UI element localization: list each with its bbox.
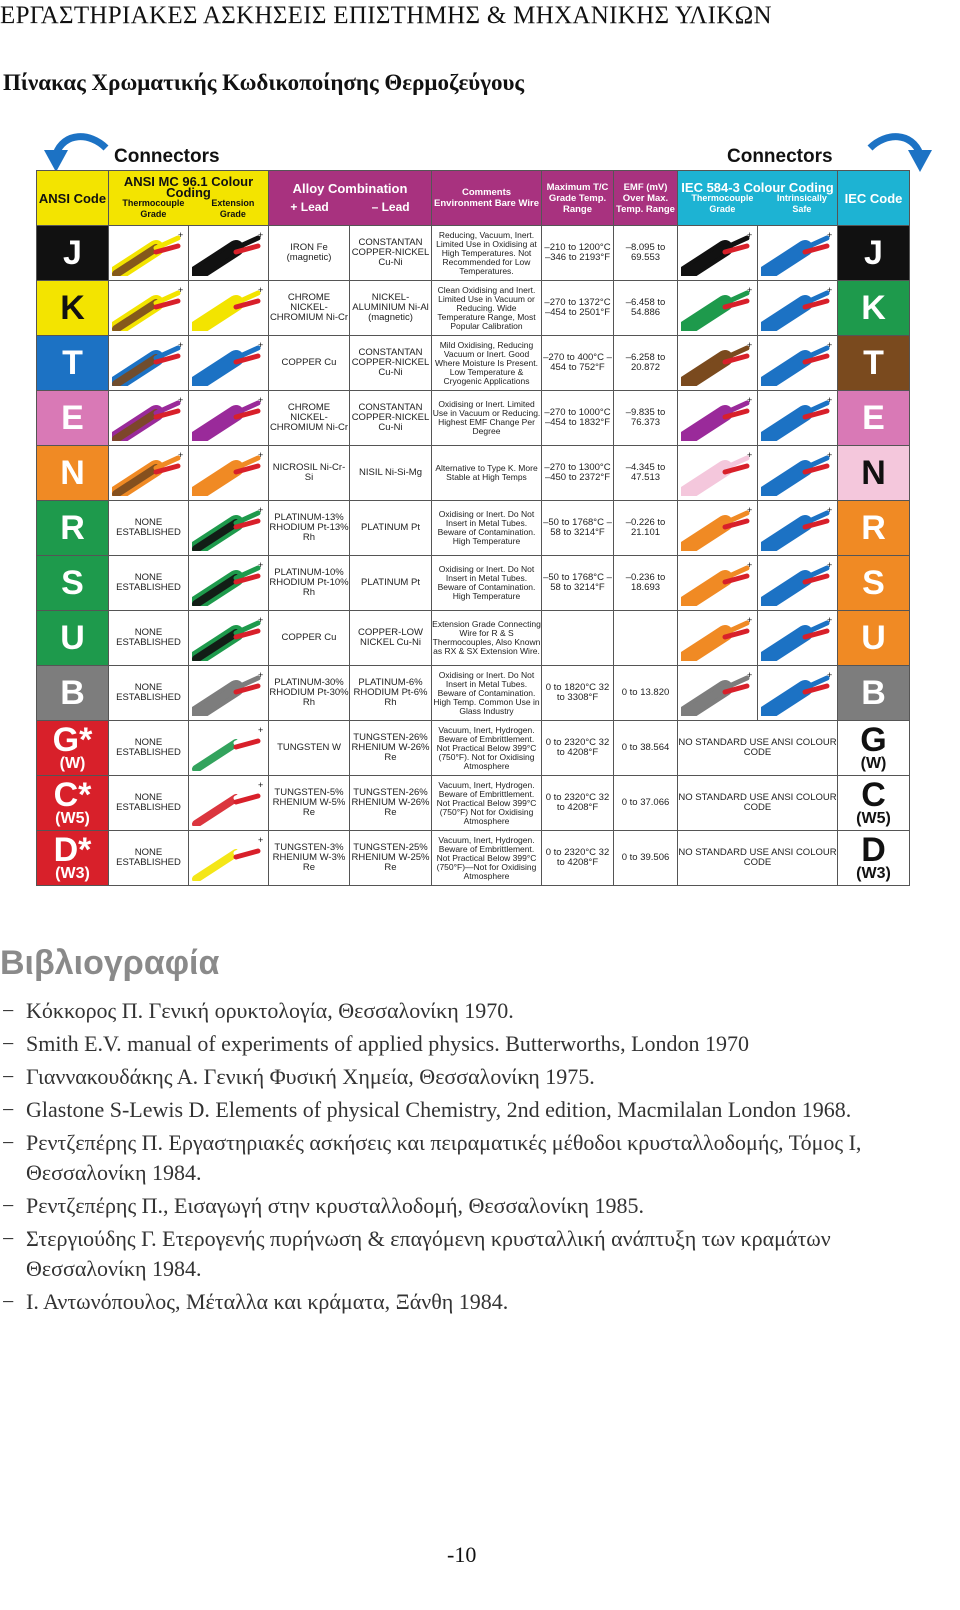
positive-lead-cell: COPPER Cu xyxy=(269,611,350,666)
extension-wire-icon xyxy=(192,835,266,881)
positive-lead-cell: TUNGSTEN-3% RHENIUM W-3% Re xyxy=(269,831,350,886)
svg-text:+: + xyxy=(177,285,183,295)
negative-lead-cell: COPPER-LOW NICKEL Cu-Ni xyxy=(350,611,432,666)
ansi-extension-wire-cell xyxy=(189,226,269,281)
iec-code-cell: R xyxy=(838,501,910,556)
extension-wire-icon xyxy=(192,505,266,551)
no-standard-cell: NO STANDARD USE ANSI COLOUR CODE xyxy=(678,831,838,886)
negative-lead-cell: PLATINUM Pt xyxy=(350,556,432,611)
ansi-code-cell: J xyxy=(37,226,109,281)
negative-lead-cell: NISIL Ni-Si-Mg xyxy=(350,446,432,501)
table-row xyxy=(37,556,910,611)
table-row xyxy=(37,611,910,666)
iec-thermocouple-wire-cell xyxy=(678,611,758,666)
comments-cell: Vacuum, Inert, Hydrogen. Beware of Embrittlement. Not Practical Below 399°C (750°F)—Not for Oxidising Atmosphere xyxy=(432,831,542,886)
ansi-thermocouple-wire-cell xyxy=(109,281,189,336)
svg-text:+: + xyxy=(257,835,263,845)
ansi-thermocouple-wire-cell xyxy=(109,226,189,281)
svg-text:+: + xyxy=(826,340,832,350)
iec-intrinsic-wire-icon xyxy=(761,285,835,331)
table-row xyxy=(37,281,910,336)
ansi-code-cell: R xyxy=(37,501,109,556)
iec-thermocouple-wire-icon xyxy=(681,285,755,331)
iec-intrinsic-wire-icon xyxy=(761,230,835,276)
svg-text:+: + xyxy=(257,670,263,680)
table-row xyxy=(37,721,910,776)
table-row xyxy=(37,831,910,886)
emf-cell: –4.345 to 47.513 xyxy=(614,446,678,501)
no-standard-cell: NO STANDARD USE ANSI COLOUR CODE xyxy=(678,776,838,831)
running-header: ΕΡΓΑΣΤΗΡΙΑΚΕΣ ΑΣΚΗΣΕΙΣ ΕΠΙΣΤΗΜΗΣ & ΜΗΧΑΝΙΚΗΣ ΥΛΙΚΩΝ xyxy=(0,2,772,29)
iec-code-cell: D (W3) xyxy=(838,831,910,886)
iec-intrinsic-wire-icon xyxy=(761,615,835,661)
none-established-cell: NONE ESTABLISHED xyxy=(109,501,189,556)
svg-text:+: + xyxy=(746,505,752,515)
comments-cell: Extension Grade Connecting Wire for R & S Thermocouples, Also Known as RX & SX Extension Wire. xyxy=(432,611,542,666)
comments-cell: Reducing, Vacuum, Inert. Limited Use in Oxidising at High Temperatures. Not Recommended for Low Temperatures. xyxy=(432,226,542,281)
color-code-table xyxy=(36,170,910,886)
ansi-extension-wire-cell xyxy=(189,446,269,501)
thermocouple-wire-icon xyxy=(112,230,186,276)
bibliography-item: − Ρεντζεπέρης Π., Εισαγωγή στην κρυσταλλοδομή, Θεσσαλονίκη 1985. xyxy=(2,1193,645,1218)
none-established-cell: NONE ESTABLISHED xyxy=(109,776,189,831)
extension-wire-icon xyxy=(192,615,266,661)
svg-text:+: + xyxy=(257,230,263,240)
ansi-code-cell: E xyxy=(37,391,109,446)
iec-thermocouple-wire-cell xyxy=(678,556,758,611)
emf-cell: 0 to 39.506 xyxy=(614,831,678,886)
iec-thermocouple-wire-cell xyxy=(678,501,758,556)
ansi-extension-wire-cell xyxy=(189,281,269,336)
emf-cell: –0.226 to 21.101 xyxy=(614,501,678,556)
comments-cell: Mild Oxidising, Reducing Vacuum or Inert. Good Where Moisture Is Present. Low Temperature & Cryogenic Applications xyxy=(432,336,542,391)
emf-cell: –8.095 to 69.553 xyxy=(614,226,678,281)
iec-code-cell: S xyxy=(838,556,910,611)
table-row xyxy=(37,446,910,501)
emf-cell: 0 to 37.066 xyxy=(614,776,678,831)
svg-text:+: + xyxy=(257,725,263,735)
extension-wire-icon xyxy=(192,725,266,771)
extension-wire-icon xyxy=(192,560,266,606)
iec-intrinsic-wire-icon xyxy=(761,505,835,551)
extension-wire-icon xyxy=(192,340,266,386)
extension-wire-icon xyxy=(192,780,266,826)
positive-lead-cell: PLATINUM-30% RHODIUM Pt-30% Rh xyxy=(269,666,350,721)
svg-text:+: + xyxy=(177,230,183,240)
max-temp-header: Maximum T/C Grade Temp. Range xyxy=(542,171,614,226)
emf-cell: –6.258 to 20.872 xyxy=(614,336,678,391)
iec-code-cell: C (W5) xyxy=(838,776,910,831)
svg-text:+: + xyxy=(826,285,832,295)
iec-code-cell: T xyxy=(838,336,910,391)
none-established-cell: NONE ESTABLISHED xyxy=(109,831,189,886)
negative-lead-cell: TUNGSTEN-26% RHENIUM W-26% Re xyxy=(350,776,432,831)
positive-lead-cell: TUNGSTEN W xyxy=(269,721,350,776)
svg-text:+: + xyxy=(257,780,263,790)
iec-thermocouple-wire-cell xyxy=(678,336,758,391)
iec-intrinsically-safe-wire-cell xyxy=(758,446,838,501)
ansi-extension-wire-cell xyxy=(189,611,269,666)
ansi-code-cell: G* (W) xyxy=(37,721,109,776)
extension-wire-icon xyxy=(192,230,266,276)
bibliography-item: − Γιαννακουδάκης Α. Γενική Φυσική Χημεία, Θεσσαλονίκη 1975. xyxy=(2,1064,595,1089)
comments-header: Comments Environment Bare Wire xyxy=(432,171,542,226)
iec-intrinsically-safe-wire-cell xyxy=(758,391,838,446)
comments-cell: Oxidising or Inert. Do Not Insert in Metal Tubes. Beware of Contamination. High Temperature xyxy=(432,501,542,556)
positive-lead-cell: NICROSIL Ni-Cr-Si xyxy=(269,446,350,501)
temp-range-cell: 0 to 2320°C 32 to 4208°F xyxy=(542,831,614,886)
table-row xyxy=(37,776,910,831)
iec-thermocouple-wire-icon xyxy=(681,505,755,551)
positive-lead-cell: TUNGSTEN-5% RHENIUM W-5% Re xyxy=(269,776,350,831)
temp-range-cell: 0 to 1820°C 32 to 3308°F xyxy=(542,666,614,721)
positive-lead-cell: CHROME NICKEL-CHROMIUM Ni-Cr xyxy=(269,391,350,446)
negative-lead-cell: TUNGSTEN-26% RHENIUM W-26% Re xyxy=(350,721,432,776)
iec-thermocouple-wire-icon xyxy=(681,450,755,496)
ansi-thermocouple-wire-cell xyxy=(109,446,189,501)
thermocouple-wire-icon xyxy=(112,340,186,386)
negative-lead-cell: CONSTANTAN COPPER-NICKEL Cu-Ni xyxy=(350,336,432,391)
svg-text:+: + xyxy=(826,395,832,405)
positive-lead-cell: PLATINUM-13% RHODIUM Pt-13% Rh xyxy=(269,501,350,556)
comments-cell: Oxidising or Inert. Do Not Insert in Metal Tubes. Beware of Contamination. High Temperature xyxy=(432,556,542,611)
negative-lead-cell: PLATINUM-6% RHODIUM Pt-6% Rh xyxy=(350,666,432,721)
iec-code-cell: G (W) xyxy=(838,721,910,776)
temp-range-cell: –270 to 1300°C –450 to 2372°F xyxy=(542,446,614,501)
ansi-code-header: ANSI Code xyxy=(37,171,109,226)
alloy-combination-header: Alloy Combination + Lead – Lead xyxy=(269,171,432,226)
iec-intrinsically-safe-wire-cell xyxy=(758,666,838,721)
positive-lead-cell: PLATINUM-10% RHODIUM Pt-10% Rh xyxy=(269,556,350,611)
table-row xyxy=(37,501,910,556)
emf-cell: 0 to 13.820 xyxy=(614,666,678,721)
bibliography-item: − Smith E.V. manual of experiments of applied physics. Butterworths, London 1970 xyxy=(2,1031,750,1056)
iec-code-cell: K xyxy=(838,281,910,336)
temp-range-cell: –270 to 1000°C –454 to 1832°F xyxy=(542,391,614,446)
comments-cell: Vacuum, Inert, Hydrogen. Beware of Embrittlement. Not Practical Below 399°C (750°F) Not for Oxidising Atmosphere xyxy=(432,776,542,831)
svg-text:+: + xyxy=(257,505,263,515)
iec-thermocouple-wire-cell xyxy=(678,226,758,281)
iec-thermocouple-wire-icon xyxy=(681,230,755,276)
svg-text:+: + xyxy=(826,670,832,680)
iec-thermocouple-wire-icon xyxy=(681,340,755,386)
iec-intrinsically-safe-wire-cell xyxy=(758,611,838,666)
svg-text:+: + xyxy=(746,340,752,350)
iec-code-header: IEC Code xyxy=(838,171,910,226)
iec-code-cell: E xyxy=(838,391,910,446)
iec-coloring-header: IEC 584-3 Colour Coding Thermocouple Grade Intrinsically Safe xyxy=(678,171,838,226)
positive-lead-cell: CHROME NICKEL-CHROMIUM Ni-Cr xyxy=(269,281,350,336)
comments-cell: Alternative to Type K. More Stable at High Temps xyxy=(432,446,542,501)
svg-text:+: + xyxy=(746,395,752,405)
connectors-label-left: Connectors xyxy=(114,146,220,167)
iec-intrinsically-safe-wire-cell xyxy=(758,336,838,391)
negative-lead-cell: PLATINUM Pt xyxy=(350,501,432,556)
ansi-code-cell: T xyxy=(37,336,109,391)
iec-code-cell: B xyxy=(838,666,910,721)
ansi-code-cell: D* (W3) xyxy=(37,831,109,886)
thermocouple-color-code-chart xyxy=(36,132,940,908)
comments-cell: Clean Oxidising and Inert. Limited Use in Vacuum or Reducing. Wide Temperature Range, Most Popular Calibration xyxy=(432,281,542,336)
none-established-cell: NONE ESTABLISHED xyxy=(109,556,189,611)
table-row xyxy=(37,336,910,391)
ansi-thermocouple-wire-cell xyxy=(109,336,189,391)
no-standard-cell: NO STANDARD USE ANSI COLOUR CODE xyxy=(678,721,838,776)
emf-cell: –0.236 to 18.693 xyxy=(614,556,678,611)
ansi-code-cell: B xyxy=(37,666,109,721)
thermocouple-wire-icon xyxy=(112,285,186,331)
svg-text:+: + xyxy=(826,505,832,515)
extension-wire-icon xyxy=(192,670,266,716)
negative-lead-cell: NICKEL-ALUMINIUM Ni-Al (magnetic) xyxy=(350,281,432,336)
svg-text:+: + xyxy=(746,615,752,625)
page-number: -10 xyxy=(447,1542,477,1567)
svg-text:+: + xyxy=(746,285,752,295)
emf-header: EMF (mV) Over Max. Temp. Range xyxy=(614,171,678,226)
svg-text:+: + xyxy=(177,395,183,405)
positive-lead-cell: COPPER Cu xyxy=(269,336,350,391)
ansi-extension-wire-cell xyxy=(189,721,269,776)
thermocouple-wire-icon xyxy=(112,450,186,496)
table-row xyxy=(37,391,910,446)
table-header-row xyxy=(37,171,910,226)
bibliography-item: − Ρεντζεπέρης Π. Εργαστηριακές ασκήσεις και πειραματικές μέθοδοι κρυσταλλοδομής, Τόμος Ι, Θεσσαλονίκη 1984. xyxy=(2,1130,862,1185)
iec-thermocouple-wire-icon xyxy=(681,615,755,661)
iec-intrinsic-wire-icon xyxy=(761,450,835,496)
ansi-code-cell: N xyxy=(37,446,109,501)
iec-intrinsically-safe-wire-cell xyxy=(758,556,838,611)
table-row xyxy=(37,226,910,281)
bibliography-item: − Στεργιούδης Γ. Ετερογενής πυρήνωση & επαγόμενη κρυσταλλική ανάπτυξη των κραμάτων Θεσσαλονίκη 1984. xyxy=(2,1226,831,1281)
temp-range-cell: –50 to 1768°C –58 to 3214°F xyxy=(542,501,614,556)
table-row xyxy=(37,666,910,721)
ansi-code-cell: U xyxy=(37,611,109,666)
ansi-extension-wire-cell xyxy=(189,336,269,391)
ansi-coloring-header: ANSI MC 96.1 Colour Coding Thermocouple Grade Extension Grade xyxy=(109,171,269,226)
extension-wire-icon xyxy=(192,395,266,441)
temp-range-cell: –270 to 1372°C –454 to 2501°F xyxy=(542,281,614,336)
none-established-cell: NONE ESTABLISHED xyxy=(109,721,189,776)
positive-lead-cell: IRON Fe (magnetic) xyxy=(269,226,350,281)
ansi-extension-wire-cell xyxy=(189,776,269,831)
iec-thermocouple-wire-cell xyxy=(678,281,758,336)
ansi-extension-wire-cell xyxy=(189,831,269,886)
svg-text:+: + xyxy=(257,560,263,570)
bibliography-item: − Κόκκορος Π. Γενική ορυκτολογία, Θεσσαλονίκη 1970. xyxy=(2,998,514,1023)
ansi-code-cell: S xyxy=(37,556,109,611)
bibliography-list xyxy=(0,996,945,1320)
iec-intrinsic-wire-icon xyxy=(761,340,835,386)
bibliography-item: − Glastone S-Lewis D. Elements of physical Chemistry, 2nd edition, Macmilalan London 1968. xyxy=(2,1097,852,1122)
svg-text:+: + xyxy=(257,450,263,460)
iec-code-cell: N xyxy=(838,446,910,501)
temp-range-cell: –210 to 1200°C –346 to 2193°F xyxy=(542,226,614,281)
iec-intrinsic-wire-icon xyxy=(761,560,835,606)
ansi-code-cell: K xyxy=(37,281,109,336)
ansi-code-cell: C* (W5) xyxy=(37,776,109,831)
none-established-cell: NONE ESTABLISHED xyxy=(109,666,189,721)
ansi-thermocouple-wire-cell xyxy=(109,391,189,446)
iec-intrinsically-safe-wire-cell xyxy=(758,226,838,281)
iec-intrinsically-safe-wire-cell xyxy=(758,281,838,336)
connectors-label-right: Connectors xyxy=(727,146,833,167)
svg-text:+: + xyxy=(826,450,832,460)
extension-wire-icon xyxy=(192,450,266,496)
svg-text:+: + xyxy=(257,395,263,405)
temp-range-cell: –50 to 1768°C –58 to 3214°F xyxy=(542,556,614,611)
iec-thermocouple-wire-icon xyxy=(681,560,755,606)
none-established-cell: NONE ESTABLISHED xyxy=(109,611,189,666)
iec-intrinsic-wire-icon xyxy=(761,395,835,441)
iec-thermocouple-wire-icon xyxy=(681,670,755,716)
negative-lead-cell: CONSTANTAN COPPER-NICKEL Cu-Ni xyxy=(350,226,432,281)
temp-range-cell xyxy=(542,611,614,666)
ansi-extension-wire-cell xyxy=(189,556,269,611)
emf-cell: –6.458 to 54.886 xyxy=(614,281,678,336)
extension-wire-icon xyxy=(192,285,266,331)
ansi-extension-wire-cell xyxy=(189,391,269,446)
emf-cell xyxy=(614,611,678,666)
comments-cell: Oxidising or Inert. Do Not Insert in Metal Tubes. Beware of Contamination. High Temp. Common Use in Glass Industry xyxy=(432,666,542,721)
svg-text:+: + xyxy=(746,560,752,570)
svg-text:+: + xyxy=(826,560,832,570)
temp-range-cell: 0 to 2320°C 32 to 4208°F xyxy=(542,721,614,776)
comments-cell: Vacuum, Inert, Hydrogen. Beware of Embrittlement. Not Practical Below 399°C (750°F). Not for Oxidising Atmosphere xyxy=(432,721,542,776)
negative-lead-cell: CONSTANTAN COPPER-NICKEL Cu-Ni xyxy=(350,391,432,446)
svg-text:+: + xyxy=(826,615,832,625)
svg-text:+: + xyxy=(746,450,752,460)
thermocouple-wire-icon xyxy=(112,395,186,441)
svg-text:+: + xyxy=(257,340,263,350)
iec-intrinsically-safe-wire-cell xyxy=(758,501,838,556)
iec-thermocouple-wire-icon xyxy=(681,395,755,441)
iec-thermocouple-wire-cell xyxy=(678,391,758,446)
svg-text:+: + xyxy=(826,230,832,240)
ansi-extension-wire-cell xyxy=(189,666,269,721)
bibliography-heading: Βιβλιογραφία xyxy=(0,944,220,982)
ansi-extension-wire-cell xyxy=(189,501,269,556)
iec-code-cell: J xyxy=(838,226,910,281)
iec-thermocouple-wire-cell xyxy=(678,446,758,501)
svg-text:+: + xyxy=(177,340,183,350)
emf-cell: –9.835 to 76.373 xyxy=(614,391,678,446)
negative-lead-cell: TUNGSTEN-25% RHENIUM W-25% Re xyxy=(350,831,432,886)
temp-range-cell: –270 to 400°C –454 to 752°F xyxy=(542,336,614,391)
svg-text:+: + xyxy=(746,670,752,680)
emf-cell: 0 to 38.564 xyxy=(614,721,678,776)
comments-cell: Oxidising or Inert. Limited Use in Vacuum or Reducing. Highest EMF Change Per Degree xyxy=(432,391,542,446)
svg-text:+: + xyxy=(257,615,263,625)
bibliography-item: − Ι. Αντωνόπουλος, Μέταλλα και κράματα, Ξάνθη 1984. xyxy=(2,1289,509,1314)
temp-range-cell: 0 to 2320°C 32 to 4208°F xyxy=(542,776,614,831)
iec-code-cell: U xyxy=(838,611,910,666)
iec-thermocouple-wire-cell xyxy=(678,666,758,721)
svg-text:+: + xyxy=(746,230,752,240)
svg-text:+: + xyxy=(177,450,183,460)
document-subtitle: Πίνακας Χρωματικής Κωδικοποίησης Θερμοζεύγους xyxy=(3,70,525,95)
svg-text:+: + xyxy=(257,285,263,295)
iec-intrinsic-wire-icon xyxy=(761,670,835,716)
